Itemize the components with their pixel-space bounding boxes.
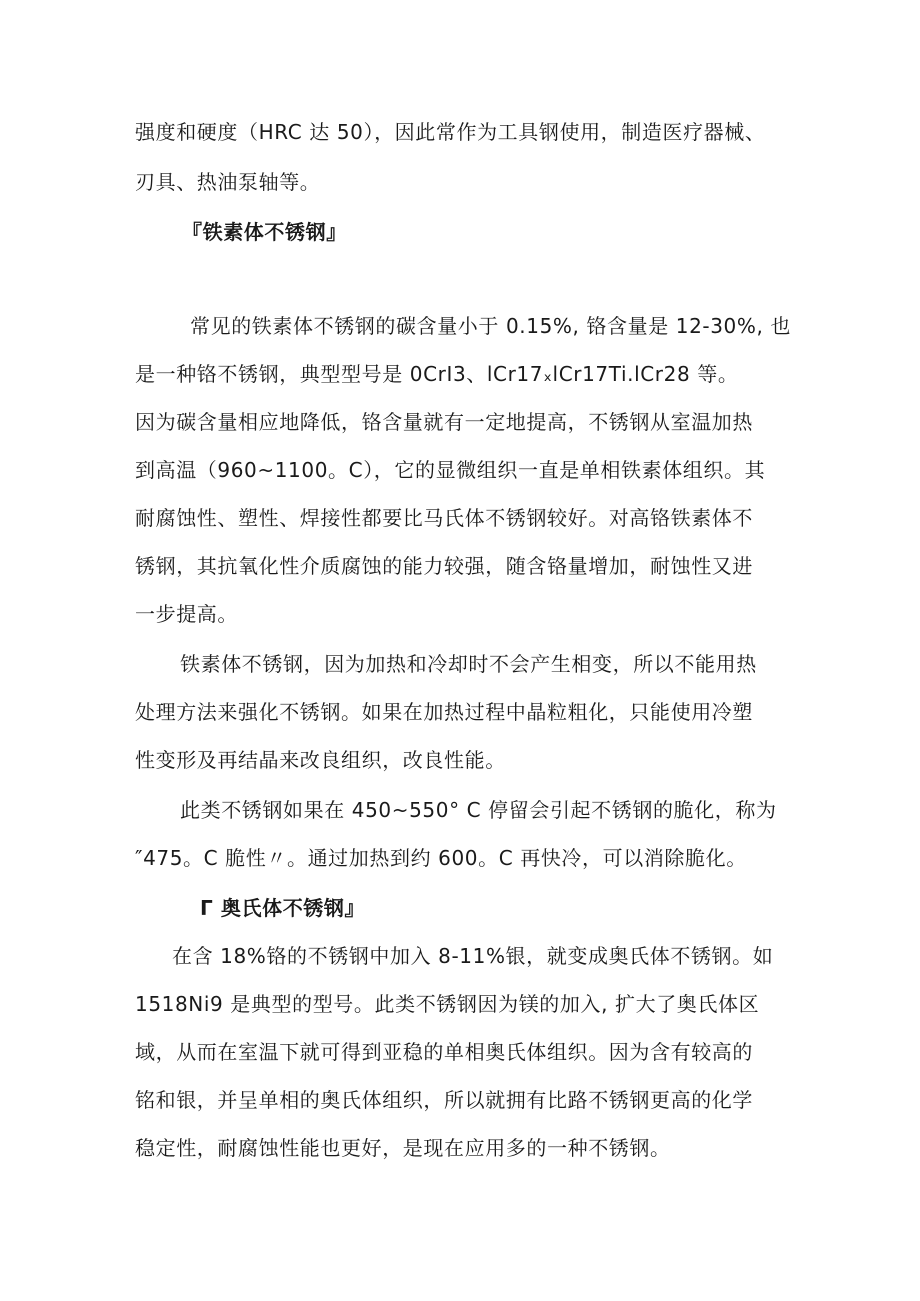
paragraph-line: 到高温（960~1100。C），它的显微组织一直是单相铁素体组织。其 — [135, 458, 766, 482]
paragraph-line: 1518Ni9 是典型的型号。此类不锈钢因为镁的加入, 扩大了奥氏体区 — [135, 992, 760, 1016]
paragraph-line: 此类不锈钢如果在 450~550° C 停留会引起不锈钢的脆化，称为 — [180, 798, 777, 822]
paragraph-line: 刃具、热油泵轴等。 — [135, 170, 321, 194]
paragraph-line: 铭和银，并呈单相的奥氏体组织，所以就拥有比路不锈钢更高的化学 — [135, 1088, 753, 1112]
paragraph-line: 铁素体不锈钢，因为加热和冷却时不会产生相变，所以不能用热 — [180, 652, 757, 676]
paragraph-line: 稳定性，耐腐蚀性能也更好，是现在应用多的一种不锈钢。 — [135, 1136, 671, 1160]
paragraph-line: 是一种铬不锈钢，典型型号是 0CrI3、lCr17ₓlCr17Ti.lCr28 等。 — [135, 362, 739, 386]
paragraph-line: 因为碳含量相应地降低，铬含量就有一定地提高，不锈钢从室温加热 — [135, 410, 753, 434]
paragraph-line: 强度和硬度（HRC 达 50），因此常作为工具钢使用，制造医疗器械、 — [135, 120, 766, 144]
paragraph-line: ″475。C 脆性〃。通过加热到约 600。C 再快冷，可以消除脆化。 — [135, 846, 747, 870]
section-heading-ferrite: 『铁素体不锈钢』 — [182, 220, 347, 244]
paragraph-line: 性变形及再结晶来改良组织，改良性能。 — [135, 748, 506, 772]
paragraph-line: 常见的铁素体不锈钢的碳含量小于 0.15%, 铬含量是 12-30%, 也 — [190, 314, 791, 338]
paragraph-line: 在含 18%铬的不锈钢中加入 8-11%银，就变成奥氏体不锈钢。如 — [172, 944, 774, 968]
paragraph-line: 处理方法来强化不锈钢。如果在加热过程中晶粒粗化，只能使用冷塑 — [135, 700, 753, 724]
section-heading-austenite: Γ 奥氏体不锈钢』 — [200, 896, 366, 920]
paragraph-line: 域，从而在室温下就可得到亚稳的单相奥氏体组织。因为含有较高的 — [135, 1040, 753, 1064]
paragraph-line: 耐腐蚀性、塑性、焊接性都要比马氏体不锈钢较好。对高铬铁素体不 — [135, 506, 753, 530]
paragraph-line: 锈钢，其抗氧化性介质腐蚀的能力较强，随含铬量增加，耐蚀性又进 — [135, 554, 753, 578]
paragraph-line: 一步提高。 — [135, 602, 238, 626]
